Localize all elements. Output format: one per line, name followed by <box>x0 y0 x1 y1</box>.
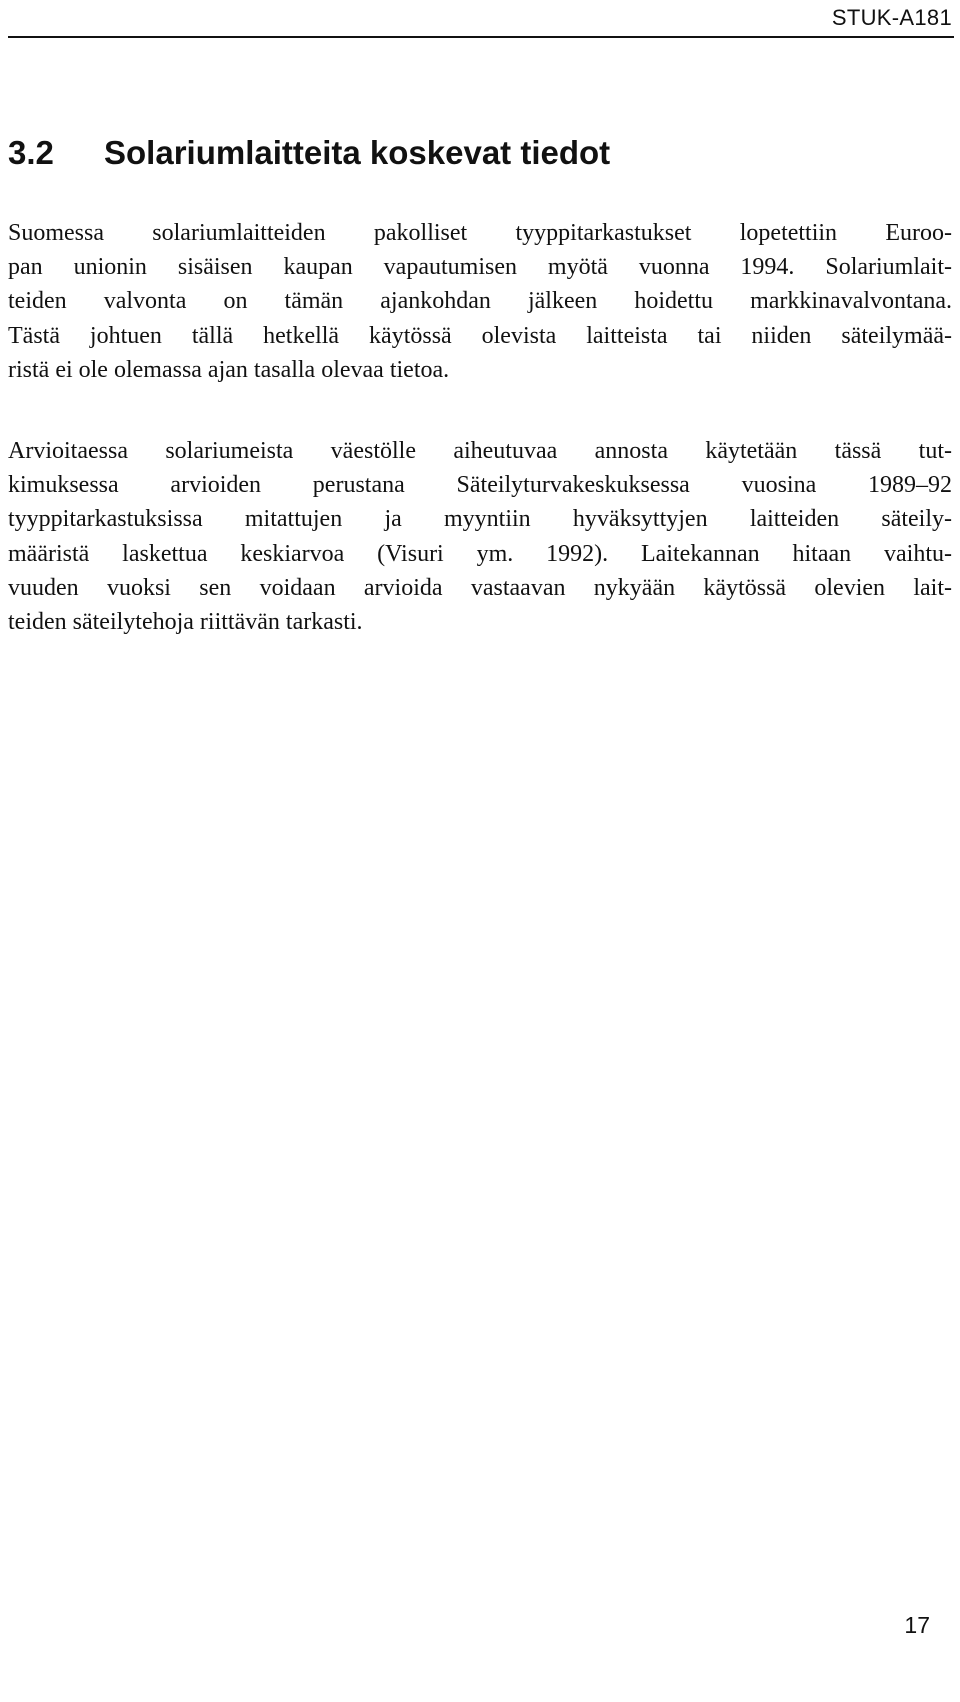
paragraph-line: kimuksessa arvioiden perustana Säteilyturvakeskuksessa vuosina 1989–92 <box>8 472 952 499</box>
paragraph-2 <box>8 434 952 639</box>
paragraph-line: pan unionin sisäisen kaupan vapautumisen myötä vuonna 1994. Solariumlait- <box>8 254 952 281</box>
paragraph-line: Suomessa solariumlaitteiden pakolliset tyyppitarkastukset lopetettiin Euroo- <box>8 220 952 246</box>
section-title: Solariumlaitteita koskevat tiedot <box>104 134 611 171</box>
paragraph-line: ristä ei ole olemassa ajan tasalla olevaa tietoa. <box>8 356 450 383</box>
paragraph-line: teiden valvonta on tämän ajankohdan jälkeen hoidettu markkinavalvontana. <box>8 288 952 315</box>
paragraph-line: tyyppitarkastuksissa mitattujen ja myyntiin hyväksyttyjen laitteiden säteily- <box>8 506 952 533</box>
running-header-report-id: STUK-A181 <box>831 5 952 30</box>
paragraph-1 <box>8 216 952 387</box>
paragraph-line: määristä laskettua keskiarvoa (Visuri ym. 1992). Laitekannan hitaan vaihtu- <box>8 540 952 567</box>
page-number: 17 <box>904 1612 930 1638</box>
paragraph-line: teiden säteilytehoja riittävän tarkasti. <box>8 609 363 636</box>
paragraph-line: Tästä johtuen tällä hetkellä käytössä olevista laitteista tai niiden säteilymää- <box>8 322 952 349</box>
paragraph-line: Arvioitaessa solariumeista väestölle aiheutuvaa annosta käytetään tässä tut- <box>8 438 952 464</box>
section-number: 3.2 <box>8 134 54 171</box>
paragraph-line: vuuden vuoksi sen voidaan arvioida vastaavan nykyään käytössä olevien lait- <box>8 574 952 601</box>
header-rule <box>8 36 954 38</box>
section-heading <box>8 134 610 172</box>
